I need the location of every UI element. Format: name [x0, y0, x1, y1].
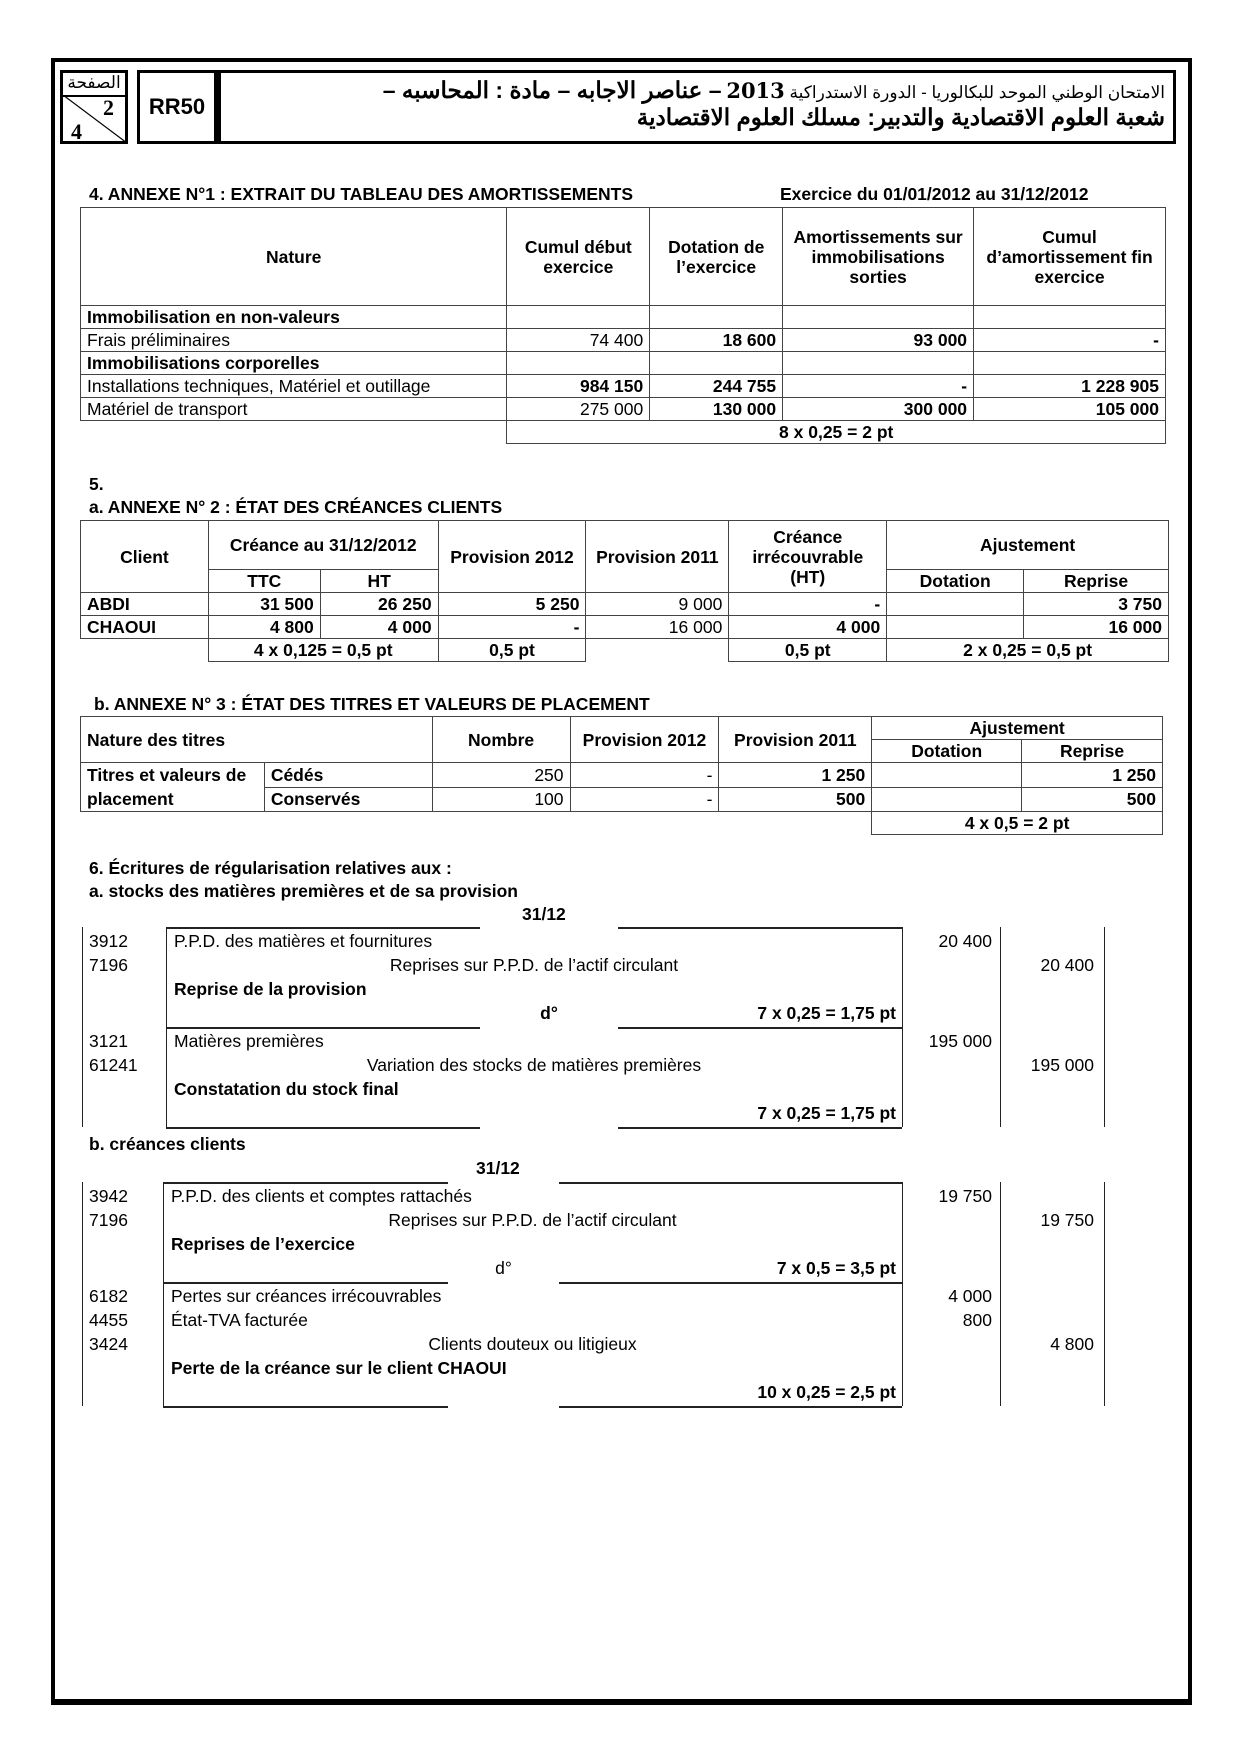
entry-bottom-line-right	[618, 1127, 902, 1129]
debit-account-label: Matières premières	[174, 1031, 324, 1051]
annex2-table	[80, 520, 1169, 662]
entry-box-left	[163, 1282, 164, 1406]
entry-score: 10 x 0,25 = 2,5 pt	[757, 1382, 896, 1402]
cell: 250	[432, 763, 570, 788]
account-number: 7196	[89, 955, 128, 975]
section6-title: 6. Écritures de régularisation relatives aux :	[89, 858, 452, 878]
row-nature: Matériel de transport	[81, 398, 507, 421]
credit-account-label: Reprises sur P.P.D. de l’actif circulant	[389, 955, 679, 975]
ditto-separator: d°	[495, 1258, 512, 1278]
entry-top-line-right	[559, 1182, 902, 1184]
annex1-table	[80, 207, 1166, 444]
score-row	[81, 812, 1163, 835]
cell	[872, 787, 1022, 812]
cell: 100	[432, 787, 570, 812]
credit-amount: 4 800	[1050, 1334, 1094, 1354]
col-dotation: Dotation	[887, 570, 1024, 593]
row-nature: Installations techniques, Matériel et outillage	[81, 375, 507, 398]
account-number: 3424	[89, 1334, 128, 1354]
cell: 74 400	[507, 329, 650, 352]
cell: 3 750	[1024, 593, 1169, 616]
cell: 9 000	[586, 593, 729, 616]
cell	[974, 352, 1166, 375]
cell: 4 000	[729, 616, 887, 639]
col-irrecouvrable: Créance irrécouvrable (HT)	[729, 521, 887, 593]
annex3-header-row	[81, 717, 1163, 740]
cell-type: Conservés	[264, 787, 432, 812]
cell	[974, 306, 1166, 329]
credit-account-label: Variation des stocks de matières premières	[366, 1055, 702, 1075]
entry-bottom-line-right	[559, 1406, 902, 1408]
entry-box-left	[163, 1182, 164, 1282]
cell	[783, 306, 974, 329]
page-total: 4	[71, 119, 82, 144]
col-prov2012: Provision 2012	[570, 717, 719, 763]
col-prov2011: Provision 2011	[586, 521, 729, 593]
table-row	[81, 763, 1163, 788]
ditto-separator: d°	[540, 1003, 558, 1023]
credit-account-label: Clients douteux ou litigieux	[428, 1334, 637, 1354]
entry-box-right	[902, 1282, 903, 1406]
col-reprise: Reprise	[1022, 740, 1163, 763]
entry-top-line-right	[559, 1282, 902, 1284]
cell	[650, 306, 783, 329]
credit-amount: 195 000	[1030, 1055, 1094, 1075]
row-nature: Immobilisations corporelles	[81, 352, 507, 375]
entry-description: Perte de la créance sur le client CHAOUI	[171, 1358, 507, 1378]
cell-type: Cédés	[264, 763, 432, 788]
annex3-score: 4 x 0,5 = 2 pt	[872, 812, 1163, 835]
cell: 1 250	[1022, 763, 1163, 788]
entry-description: Constatation du stock final	[174, 1079, 399, 1099]
entry-top-line-right	[618, 1027, 902, 1029]
credit-amount: 19 750	[1040, 1210, 1094, 1230]
credit-account-label: Reprises sur P.P.D. de l’actif circulant	[388, 1210, 677, 1230]
cell: 500	[719, 787, 872, 812]
account-number: 3912	[89, 931, 128, 951]
col-nature-titres: Nature des titres	[81, 717, 433, 763]
table-row	[81, 375, 1166, 398]
cell	[586, 639, 729, 662]
cell: -	[570, 787, 719, 812]
entry-score: 7 x 0,5 = 3,5 pt	[776, 1258, 896, 1278]
entry-bottom-line-left	[163, 1406, 448, 1408]
annex2-title: a. ANNEXE N° 2 : ÉTAT DES CRÉANCES CLIENTS	[89, 497, 503, 517]
debit-amount: 195 000	[928, 1031, 992, 1051]
row-nature: Immobilisation en non-valeurs	[81, 306, 507, 329]
col-dotation: Dotation	[872, 740, 1022, 763]
debit-amount: 20 400	[938, 931, 992, 951]
col-ajustement: Ajustement	[887, 521, 1169, 570]
section5-number: 5.	[89, 474, 104, 494]
debit-amount: 4 000	[948, 1286, 992, 1306]
score-row	[81, 421, 1166, 444]
cell-client: CHAOUI	[81, 616, 209, 639]
cell	[507, 306, 650, 329]
cell: 300 000	[783, 398, 974, 421]
table-row	[81, 329, 1166, 352]
table-row	[81, 398, 1166, 421]
cell: 244 755	[650, 375, 783, 398]
cell: 31 500	[208, 593, 320, 616]
entry-score: 7 x 0,25 = 1,75 pt	[757, 1103, 896, 1123]
page-number-box	[60, 70, 128, 144]
account-number: 3942	[89, 1186, 128, 1206]
cell	[872, 763, 1022, 788]
credit-amount: 20 400	[1040, 955, 1094, 975]
journal-credit-rule	[1104, 1182, 1105, 1406]
account-number: 6182	[89, 1286, 128, 1306]
cell: -	[438, 616, 586, 639]
cell: 984 150	[507, 375, 650, 398]
entry-description: Reprises de l’exercice	[171, 1234, 355, 1254]
section6b-date: 31/12	[476, 1158, 520, 1178]
exam-title-line1	[221, 77, 1165, 104]
annex1-period: Exercice du 01/01/2012 au 31/12/2012	[780, 184, 1089, 204]
score-ajustement: 2 x 0,25 = 0,5 pt	[887, 639, 1169, 662]
exam-session: الامتحان الوطني الموحد للبكالوريا - الدورة الاستدراكية	[789, 83, 1165, 102]
col-prov2011: Provision 2011	[719, 717, 872, 763]
cell: 93 000	[783, 329, 974, 352]
col-nombre: Nombre	[432, 717, 570, 763]
debit-account-label: P.P.D. des clients et comptes rattachés	[171, 1186, 472, 1206]
cell: 5 250	[438, 593, 586, 616]
col-client: Client	[81, 521, 209, 593]
debit-amount: 19 750	[938, 1186, 992, 1206]
cell-client: ABDI	[81, 593, 209, 616]
annex1-score: 8 x 0,25 = 2 pt	[507, 421, 1166, 444]
account-number: 7196	[89, 1210, 128, 1230]
col-ttc: TTC	[208, 570, 320, 593]
table-row	[81, 352, 1166, 375]
cell: -	[783, 375, 974, 398]
cell: 275 000	[507, 398, 650, 421]
col-prov2012: Provision 2012	[438, 521, 586, 593]
journal-credit-rule	[1104, 927, 1105, 1127]
col-ajustement: Ajustement	[872, 717, 1163, 740]
cell	[81, 639, 209, 662]
annex3-table	[80, 716, 1163, 835]
entry-score: 7 x 0,25 = 1,75 pt	[757, 1003, 896, 1023]
journal-debit-rule	[1000, 1182, 1001, 1406]
score-irrecouvrable: 0,5 pt	[729, 639, 887, 662]
score-prov2012: 0,5 pt	[438, 639, 586, 662]
col-creance: Créance au 31/12/2012	[208, 521, 438, 570]
table-row	[81, 616, 1169, 639]
col-reprise: Reprise	[1024, 570, 1169, 593]
cell: 1 250	[719, 763, 872, 788]
col-ht: HT	[320, 570, 438, 593]
section6a-date: 31/12	[522, 904, 566, 924]
journal-debit-rule	[1000, 927, 1001, 1127]
entry-box-left	[166, 1027, 167, 1127]
cell: 105 000	[974, 398, 1166, 421]
cell: 1 228 905	[974, 375, 1166, 398]
page-current: 2	[103, 95, 114, 120]
debit-amount: 800	[962, 1310, 992, 1330]
exam-code: RR50	[137, 70, 217, 144]
annex1-title: 4. ANNEXE N°1 : EXTRAIT DU TABLEAU DES AMORTISSEMENTS	[89, 184, 634, 204]
cell: 26 250	[320, 593, 438, 616]
col-cumul-debut: Cumul début exercice	[507, 208, 650, 306]
cell: 18 600	[650, 329, 783, 352]
cell	[81, 812, 872, 835]
entry-box-left	[166, 927, 167, 1027]
cell	[650, 352, 783, 375]
entry-box-right	[902, 1027, 903, 1127]
score-creance: 4 x 0,125 = 0,5 pt	[208, 639, 438, 662]
cell: -	[974, 329, 1166, 352]
section6a-title: a. stocks des matières premières et de sa provision	[89, 881, 518, 901]
table-row	[81, 593, 1169, 616]
annex2-header-row	[81, 521, 1169, 570]
journal-left-rule	[82, 1182, 83, 1406]
col-dotation: Dotation de l’exercice	[650, 208, 783, 306]
entry-box-right	[902, 927, 903, 1027]
account-number: 3121	[89, 1031, 128, 1051]
page-label: الصفحة	[63, 73, 125, 97]
col-nature: Nature	[81, 208, 507, 306]
cell: 16 000	[1024, 616, 1169, 639]
cell: 16 000	[586, 616, 729, 639]
exam-subject: – عناصر الاجابه – مادة : المحاسبه –	[382, 77, 722, 103]
cell: 4 000	[320, 616, 438, 639]
cell	[887, 593, 1024, 616]
cell	[81, 421, 507, 444]
exam-year: 2013	[726, 78, 785, 103]
section6b-title: b. créances clients	[89, 1134, 246, 1154]
journal-left-rule	[82, 927, 83, 1127]
exam-title-line2: شعبة العلوم الاقتصادية والتدبير: مسلك العلوم الاقتصادية	[636, 104, 1165, 130]
cell: 130 000	[650, 398, 783, 421]
col-cumul-fin: Cumul d’amortissement fin exercice	[974, 208, 1166, 306]
col-amort-sorties: Amortissements sur immobilisations sorties	[783, 208, 974, 306]
cell: 4 800	[208, 616, 320, 639]
cell: -	[729, 593, 887, 616]
row-nature: Frais préliminaires	[81, 329, 507, 352]
entry-top-line-right	[618, 927, 902, 929]
cell	[783, 352, 974, 375]
debit-account-label: P.P.D. des matières et fournitures	[174, 931, 433, 951]
score-row	[81, 639, 1169, 662]
cell	[507, 352, 650, 375]
cell-group-label: Titres et valeurs de placement	[81, 763, 265, 812]
debit-account-label: État-TVA facturée	[171, 1310, 308, 1330]
entry-description: Reprise de la provision	[174, 979, 367, 999]
account-number: 61241	[89, 1055, 138, 1075]
cell	[887, 616, 1024, 639]
debit-account-label: Pertes sur créances irrécouvrables	[171, 1286, 442, 1306]
table-row	[81, 306, 1166, 329]
account-number: 4455	[89, 1310, 128, 1330]
annex1-header-row	[81, 208, 1166, 306]
cell: 500	[1022, 787, 1163, 812]
annex3-title: b. ANNEXE N° 3 : ÉTAT DES TITRES ET VALEURS DE PLACEMENT	[94, 694, 650, 714]
cell: -	[570, 763, 719, 788]
entry-box-right	[902, 1182, 903, 1282]
exam-title-box	[216, 70, 1176, 144]
entry-bottom-line-left	[166, 1127, 480, 1129]
